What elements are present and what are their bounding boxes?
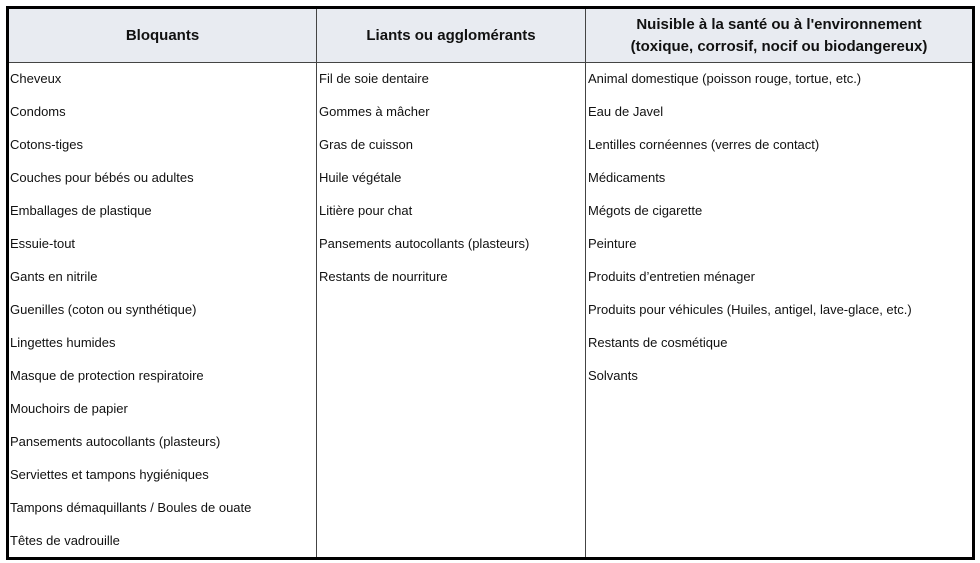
list-item: Restants de nourriture bbox=[319, 269, 448, 284]
list-item: Huile végétale bbox=[319, 170, 402, 185]
list-item: Couches pour bébés ou adultes bbox=[10, 170, 194, 185]
list-item: Produits pour véhicules (Huiles, antigel, lave-glace, etc.) bbox=[588, 302, 912, 317]
list-item: Gants en nitrile bbox=[10, 269, 98, 284]
column-divider bbox=[316, 9, 317, 557]
list-item: Médicaments bbox=[588, 170, 666, 185]
list-item: Mouchoirs de papier bbox=[10, 401, 128, 416]
items-table bbox=[6, 6, 975, 560]
list-item: Restants de cosmétique bbox=[588, 335, 728, 350]
header-label-line1: Nuisible à la santé ou à l'environnement bbox=[636, 15, 922, 33]
list-item: Masque de protection respiratoire bbox=[10, 368, 204, 383]
column-liants bbox=[319, 62, 529, 293]
list-item: Cheveux bbox=[10, 71, 62, 86]
column-divider bbox=[585, 9, 586, 557]
list-item: Produits d’entretien ménager bbox=[588, 269, 755, 284]
list-item: Peinture bbox=[588, 236, 637, 251]
list-item: Gras de cuisson bbox=[319, 137, 413, 152]
list-item: Gommes à mâcher bbox=[319, 104, 430, 119]
list-item: Cotons-tiges bbox=[10, 137, 83, 152]
list-item: Pansements autocollants (plasteurs) bbox=[319, 236, 530, 251]
header-label: Liants ou agglomérants bbox=[366, 26, 536, 44]
header-label-line2: (toxique, corrosif, nocif ou biodangereux) bbox=[630, 37, 928, 55]
list-item: Lentilles cornéennes (verres de contact) bbox=[588, 137, 820, 152]
list-item: Eau de Javel bbox=[588, 104, 664, 119]
column-nuisible bbox=[588, 62, 912, 392]
list-item: Guenilles (coton ou synthétique) bbox=[10, 302, 197, 317]
column-bloquants bbox=[10, 62, 251, 557]
header-liants bbox=[317, 9, 585, 62]
list-item: Tampons démaquillants / Boules de ouate bbox=[10, 500, 252, 515]
list-item: Serviettes et tampons hygiéniques bbox=[10, 467, 209, 482]
list-item: Mégots de cigarette bbox=[588, 203, 703, 218]
list-item: Fil de soie dentaire bbox=[319, 71, 429, 86]
list-item: Pansements autocollants (plasteurs) bbox=[10, 434, 221, 449]
list-item: Lingettes humides bbox=[10, 335, 116, 350]
list-item: Litière pour chat bbox=[319, 203, 413, 218]
list-item: Condoms bbox=[10, 104, 66, 119]
header-label: Bloquants bbox=[125, 26, 200, 44]
header-nuisible bbox=[586, 9, 972, 62]
list-item: Emballages de plastique bbox=[10, 203, 152, 218]
list-item: Têtes de vadrouille bbox=[10, 533, 120, 548]
list-item: Essuie-tout bbox=[10, 236, 76, 251]
list-item: Solvants bbox=[588, 368, 638, 383]
header-bloquants bbox=[9, 9, 316, 62]
table-header bbox=[9, 9, 972, 63]
list-item: Animal domestique (poisson rouge, tortue, etc.) bbox=[588, 71, 862, 86]
